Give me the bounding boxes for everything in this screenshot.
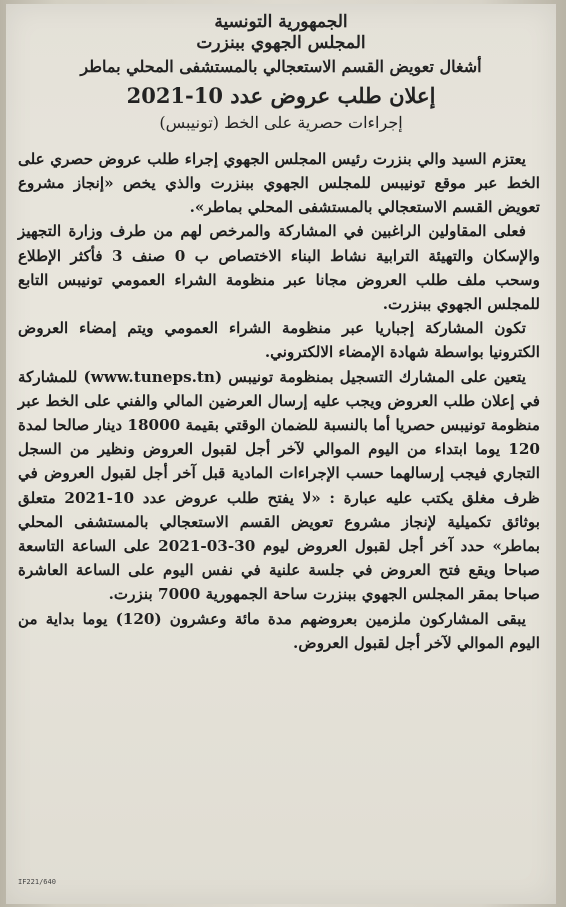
publication-code: IF221/640 [18,878,56,886]
announcement-header [6,4,556,133]
paragraph-intro: يعتزم السيد والي بنزرت رئيس المجلس الجهوي إجراء طلب عروض حصري على الخط عبر موقع تونيبس للمجلس الجهوي ببنزرت والذي يخص «إنجاز مشروع تعويض القسم الاستعجالي بالمستشفى المحلي بماطر». [18,149,540,217]
paragraph-validity: يبقى المشاركون ملزمين بعروضهم مدة مائة وعشرون (120) يوما بداية من اليوم الموالي لآخر أجل لقبول العروض. [18,609,540,652]
procedure-subtitle: إجراءات حصرية على الخط (تونيبس) [159,112,403,132]
newspaper-clipping [6,4,556,904]
paragraph-eligibility: فعلى المقاولين الراغبين في المشاركة والمرخص لهم من طرف وزارة التجهيز والإسكان والتهيئة الترابية نشاط البناء الاختصاص ب 0 صنف 3 فأكثر الإطلاع وسحب ملف طلب العروض مجانا عبر منظومة الشراء العمومي تونيبس التابع للمجلس الجهوي ببنزرت. [18,222,541,313]
country-name: الجمهورية التونسية [214,12,348,32]
announcement-body [6,133,556,655]
council-name: المجلس الجهوي ببنزرت [196,33,366,54]
paragraph-electronic-signature: تكون المشاركة إجباريا عبر منظومة الشراء العمومي ويتم إمضاء العروض الكترونيا بواسطة شهادة الإمضاء الالكتروني. [18,319,540,362]
paragraph-submission-details: يتعين على المشارك التسجيل بمنظومة تونيبس (www.tuneps.tn) للمشاركة في إعلان طلب العروض ويجب عليه إرسال العرضين المالي والفني على الخط عبر منظومة تونيبس حصريا أما بالنسبة للضمان الوقتي بقيمة 18000 دينار صالحا لمدة 120 يوما ابتداء من اليوم الموالي لآخر أجل لقبول العروض ونظير من السجل التجاري فيجب إرسالهما حسب الإجراءات المادية قبل آخر أجل لقبول العروض في ظرف مغلق يكتب عليه عبارة : «لا يفتح طلب عروض عدد 10-2021 متعلق بوثائق تكميلية لإنجاز مشروع تعويض القسم الاستعجالي بالمستشفى المحلي بماطر» حدد آخر أجل لقبول العروض ليوم 30-03-2021 على الساعة التاسعة صباحا ويقع فتح العروض في جلسة علنية في نفس اليوم على الساعة العاشرة صباحا بمقر المجلس الجهوي ببنزرت ساحة الجمهورية 7000 بنزرت. [18,367,541,604]
tender-number-title: إعلان طلب عروض عدد 10-2021 [126,82,436,108]
project-title: أشغال تعويض القسم الاستعجالي بالمستشفى المحلي بماطر [80,56,482,76]
